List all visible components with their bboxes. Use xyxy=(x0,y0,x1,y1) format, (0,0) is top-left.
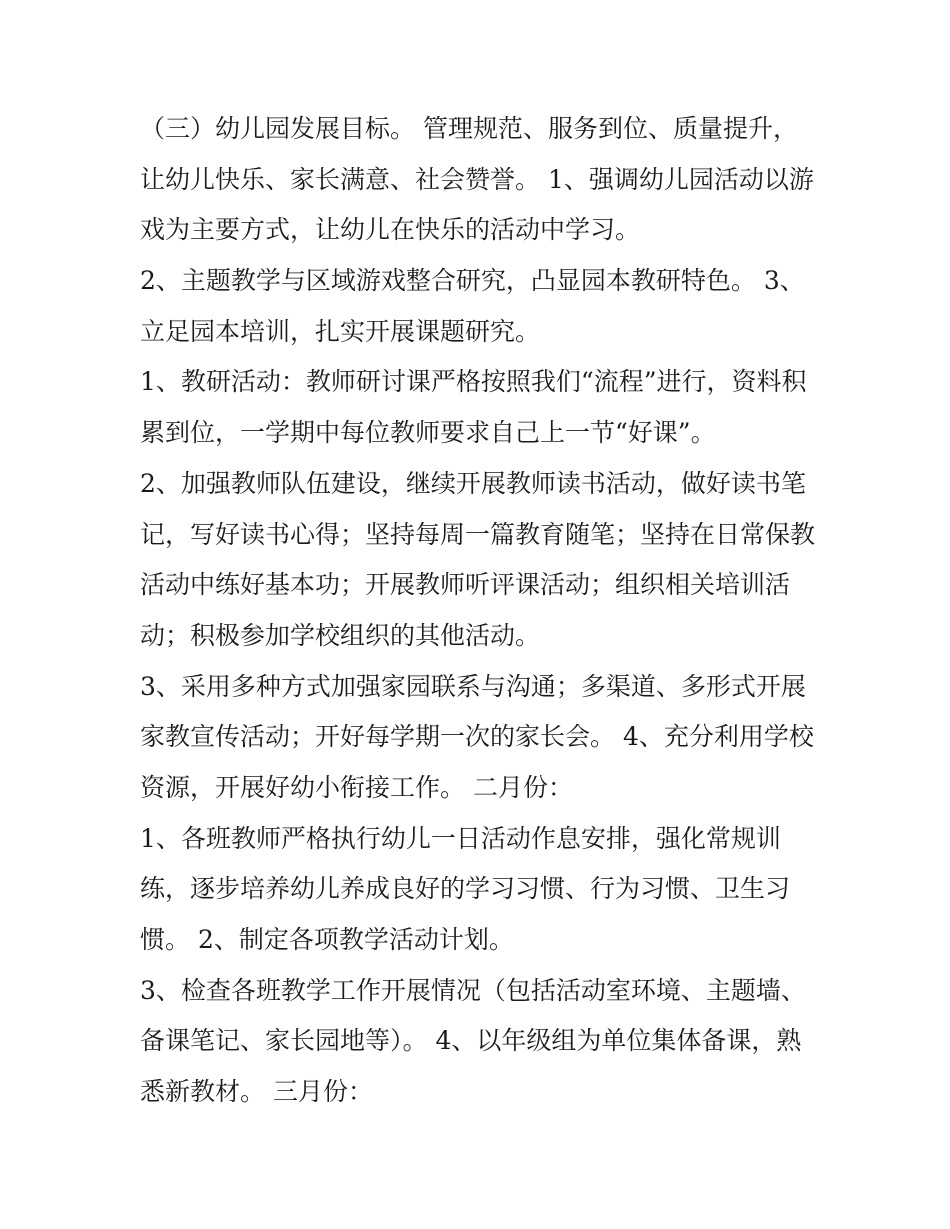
paragraph-teaching-research xyxy=(140,357,830,458)
paragraph-daily-routine xyxy=(140,814,830,966)
text-line: 记，写好读书心得；坚持每周一篇教育随笔；坚持在日常保教 xyxy=(140,519,816,549)
text-line: 1、教研活动：教师研讨课严格按照我们“流程”进行，资料积 xyxy=(140,367,807,397)
paragraph-development-goals xyxy=(140,104,830,256)
document-body xyxy=(140,104,830,1118)
text-line: 2、加强教师队伍建设，继续开展教师读书活动，做好读书笔 xyxy=(140,468,806,498)
text-line: 2、主题教学与区域游戏整合研究，凸显园本教研特色。 3、 xyxy=(140,266,805,296)
text-line: 悉新教材。 三月份： xyxy=(140,1077,373,1107)
text-line: 练，逐步培养幼儿养成良好的学习习惯、行为习惯、卫生习 xyxy=(140,874,791,904)
paragraph-teacher-team xyxy=(140,459,830,662)
text-line: 1、各班教师严格执行幼儿一日活动作息安排，强化常规训 xyxy=(140,823,781,853)
text-line: 3、检查各班教学工作开展情况（包括活动室环境、主题墙、 xyxy=(140,975,806,1005)
paragraph-theme-teaching xyxy=(140,256,830,357)
paragraph-class-inspection xyxy=(140,966,830,1118)
text-line: 3、采用多种方式加强家园联系与沟通；多渠道、多形式开展 xyxy=(140,671,806,701)
text-line: 戏为主要方式，让幼儿在快乐的活动中学习。 xyxy=(140,215,641,245)
paragraph-home-communication xyxy=(140,662,830,814)
text-line: （三）幼儿园发展目标。 管理规范、服务到位、质量提升， xyxy=(140,114,798,143)
text-line: 立足园本培训，扎实开展课题研究。 xyxy=(140,316,541,346)
text-line: 累到位，一学期中每位教师要求自己上一节“好课”。 xyxy=(140,418,716,448)
text-line: 备课笔记、家长园地等）。 4、以年级组为单位集体备课，熟 xyxy=(140,1026,802,1056)
text-line: 家教宣传活动；开好每学期一次的家长会。 4、充分利用学校 xyxy=(140,722,814,752)
text-line: 动；积极参加学校组织的其他活动。 xyxy=(140,620,541,650)
text-line: 让幼儿快乐、家长满意、社会赞誉。 1、强调幼儿园活动以游 xyxy=(140,164,814,194)
text-line: 活动中练好基本功；开展教师听评课活动；组织相关培训活 xyxy=(140,570,791,600)
text-line: 资源，开展好幼小衔接工作。 二月份： xyxy=(140,772,573,802)
text-line: 惯。 2、制定各项教学活动计划。 xyxy=(140,925,514,954)
